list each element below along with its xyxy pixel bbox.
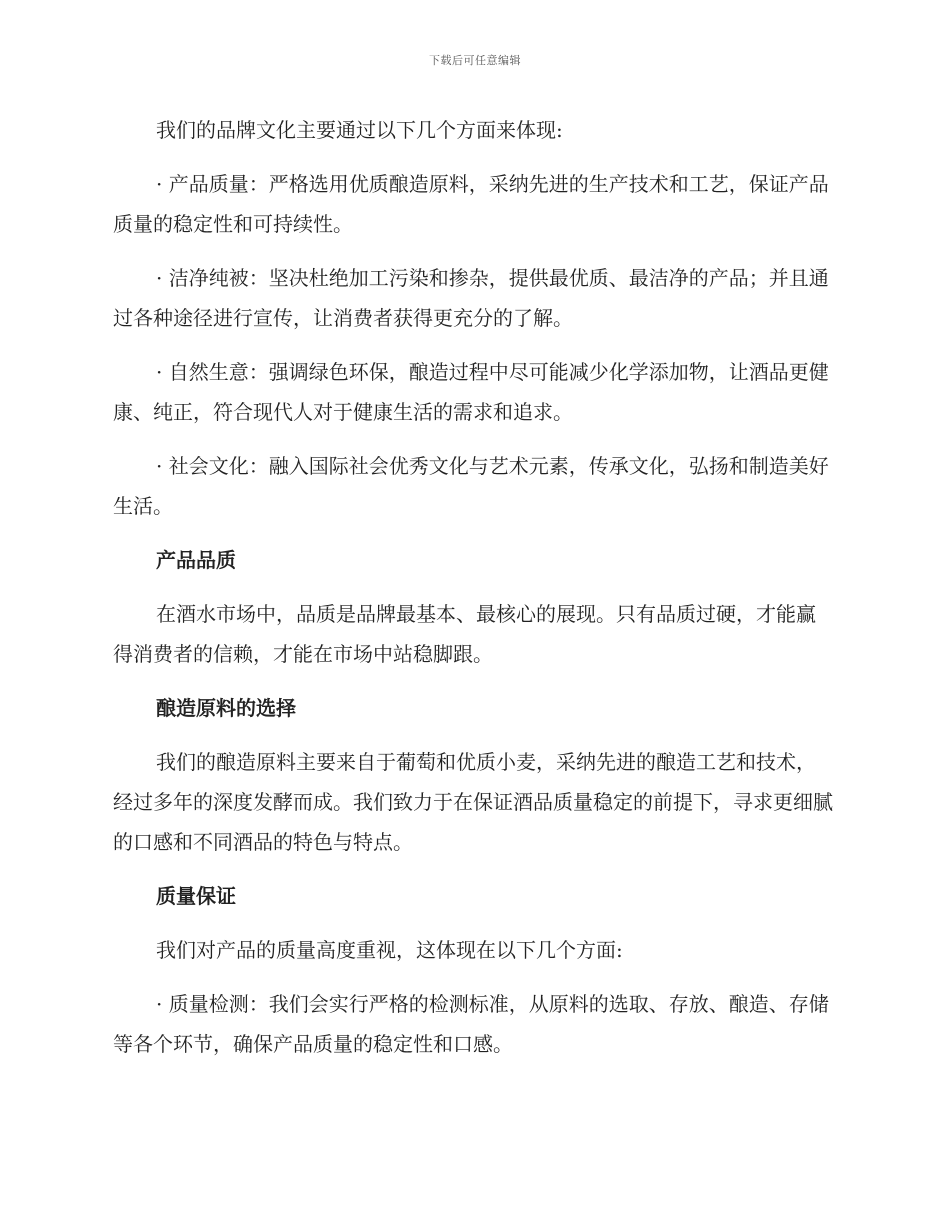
- heading-quality-assurance: 质量保证: [156, 884, 236, 908]
- bullet-social-culture: · 社会文化：融入国际社会优秀文化与艺术元素，传承文化，弘扬和制造美好生活。: [113, 454, 829, 518]
- document-body: [113, 110, 833, 1078]
- bullet-product-quality: · 产品质量：严格选用优质酿造原料，采纳先进的生产技术和工艺，保证产品质量的稳定性和可持续性。: [113, 172, 829, 236]
- paragraph-raw-material-selection: 我们的酿造原料主要来自于葡萄和优质小麦，采纳先进的酿造工艺和技术，经过多年的深度发酵而成。我们致力于在保证酒品质量稳定的前提下，寻求更细腻的口感和不同酒品的特色与特点。: [113, 750, 833, 854]
- heading-product-quality: 产品品质: [156, 548, 236, 572]
- bullet-quality-inspection: · 质量检测：我们会实行严格的检测标准，从原料的选取、存放、酿造、存储等各个环节，确保产品质量的稳定性和口感。: [113, 992, 829, 1056]
- heading-raw-material-selection: 酿造原料的选择: [156, 696, 296, 720]
- paragraph-product-quality: 在酒水市场中，品质是品牌最基本、最核心的展现。只有品质过硬，才能赢得消费者的信赖，才能在市场中站稳脚跟。: [113, 602, 816, 666]
- page-header: 下载后可任意编辑: [429, 54, 521, 67]
- bullet-natural-ecology: · 自然生意：强调绿色环保，酿造过程中尽可能减少化学添加物，让酒品更健康、纯正，符合现代人对于健康生活的需求和追求。: [113, 360, 829, 424]
- bullet-clean-purity: · 洁净纯被：坚决杜绝加工污染和掺杂，提供最优质、最洁净的产品；并且通过各种途径进行宣传，让消费者获得更充分的了解。: [113, 266, 829, 330]
- paragraph-quality-assurance-intro: 我们对产品的质量高度重视，这体现在以下几个方面:: [156, 938, 623, 962]
- paragraph-brand-culture-intro: 我们的品牌文化主要通过以下几个方面来体现:: [156, 118, 563, 142]
